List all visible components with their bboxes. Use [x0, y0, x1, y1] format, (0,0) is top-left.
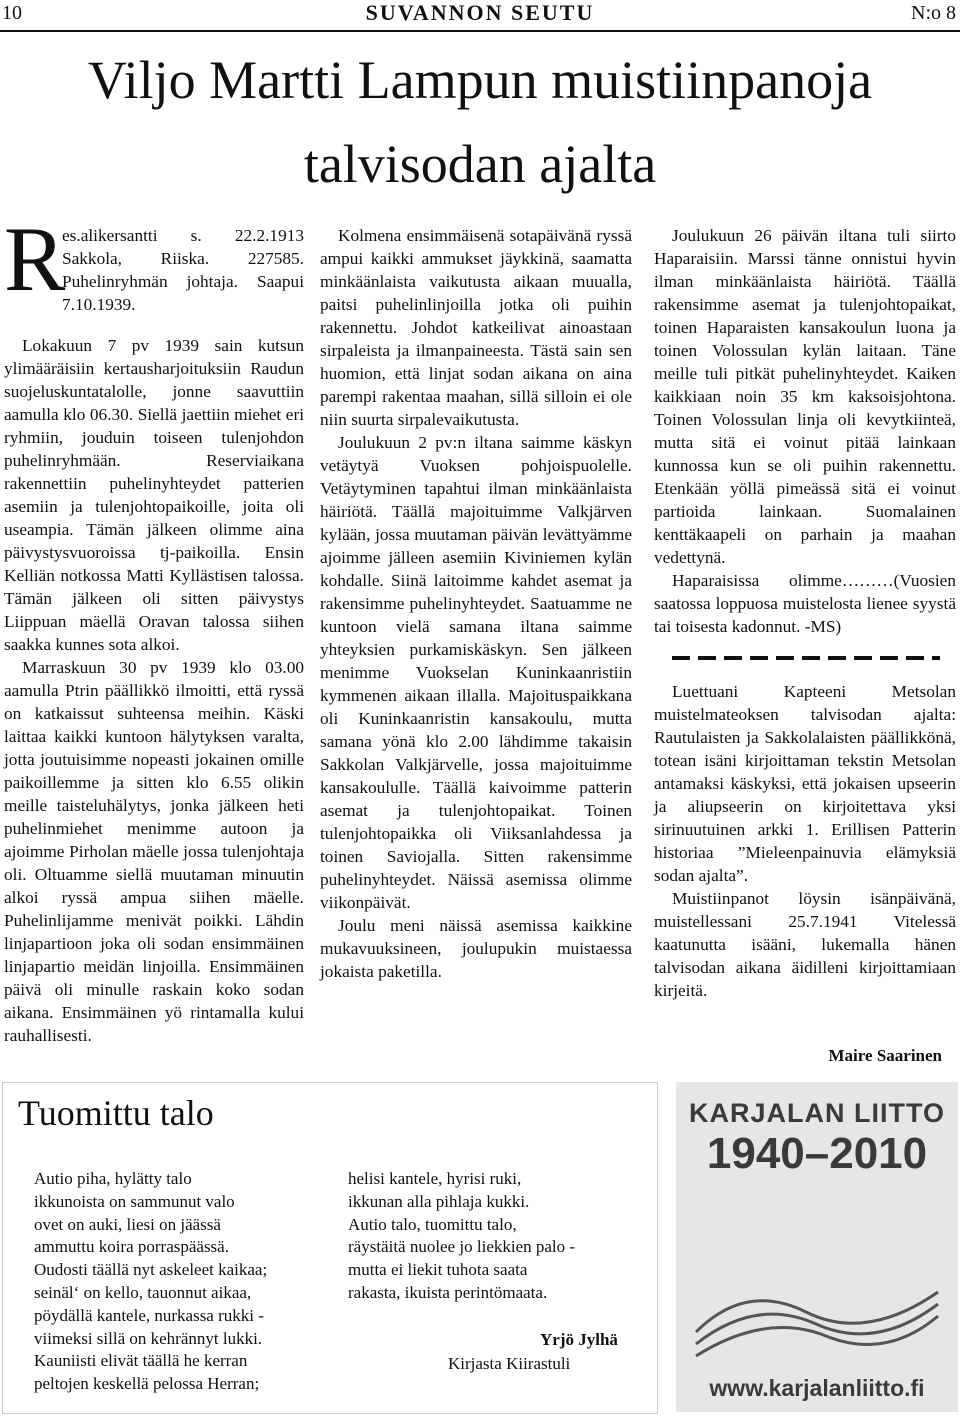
poem-line: helisi kantele, hyrisi ruki, [348, 1169, 522, 1188]
note-paragraph: Luettuani Kapteeni Metsolan muistelmateoksen talvisodan ajalta: Rautulaisten ja Sakkolalaisten päällikkönä, totean isäni kirjoittaman tekstin Metsolan antamaksi käskyksi, että jokaisen upseerin ja aliupseerin on kirjoitettava yksi sirinuutuinen arkki 1. Erillisen Patterin historiaa ”Mieleenpainuvia elämyksiä sodan ajalta”. [654, 682, 956, 885]
article-paragraph: Joulukuun 2 pv:n iltana saimme käskyn vetäytyä Vuoksen pohjoispuolelle. Vetäytyminen tapahtui ilman minkäänlaista häiriötä. Täällä majoituimme Valkjärven kylään, jossa muutaman päivän levättyämme ajoimme jälleen asemiin Kiviniemen kylän kohdalle. Siinä laitoimme kahdet asemat ja rakensimme puhelinyhteydet. Saatuamme ne kuntoon vielä samana iltana saimme yhteyksien purkamiskäskyn. Sen jälkeen menimme Vuokselan Kuninkaanristiin kymmenen aikaan illalla. Majoituspaikkana oli Kuninkaanristin kansakoulu, mutta samana yönä klo 2.00 lähdimme takaisin Sakkolan Valkjärvelle, jossa majoituimme kansakoululle. Täällä kaivoimme patterin asemat ja tulenjohtopaikat. Toinen tulenjohtopaikka oli Viiksanlahdessa ja toinen Saviojalla. Sitten rakensimme puhelinyhteydet. Näissä asemissa olimme viikonpäivät. [320, 433, 632, 912]
ad-url: www.karjalanliitto.fi [709, 1375, 925, 1401]
poem-line: seinäl‘ on kello, tauonnut aikaa, [34, 1282, 252, 1302]
poem-line: viimeksi sillä on kehrännyt lukki. [34, 1328, 263, 1348]
poem-line: mutta ei liekit tuhota saata [348, 1260, 528, 1280]
poem-stanza-1 [34, 1168, 267, 1396]
karjalan-liitto-ad [676, 1082, 958, 1412]
page-number: 10 [2, 2, 22, 24]
article-column-1 [4, 224, 304, 1047]
article-title-line2: talvisodan ajalta [303, 134, 657, 194]
article-title-line1: Viljo Martti Lampun muistiinpanoja [87, 50, 873, 110]
poem-source: Kirjasta Kiirastuli [448, 1354, 571, 1373]
poem-line: pöydällä kantele, nurkassa rukki - [34, 1305, 264, 1325]
newspaper-name: SUVANNON SEUTU [365, 0, 595, 25]
article-note [654, 680, 956, 1002]
article-column-3 [654, 224, 956, 638]
poem-line: Autio piha, hylätty talo [34, 1169, 192, 1188]
poem-line: Oudosti täällä nyt askeleet kaikaa; [34, 1260, 268, 1280]
article-paragraph: Marraskuun 30 pv 1939 klo 03.00 aamulla Ptrin päällikkö ilmoitti, että ryssä on katkaissut suhteensa meihin. Käski laittaa kaikki kuntoon hälytyksen varalta, jotta joutuisimme nopeasti jokainen omille paikoillemme ja sitten klo 6.55 olikin meille taisteluhälytys, jonka jälkeen heti puhelinmiehet menimme autoon ja ajoimme Pirholan mäelle jossa tulenjohtaja oli. Oltuamme siellä muutaman minuutin alkoi ryssä ampua siihen mäelle. Puhelinlijamme menivät poikki. Lähdin linjapartioon joka oli sodan ensimmäinen linjapartio meidän linjoilla. Ensimmäinen päivä oli minulle raskain koko sodan aikana. Ensimmäinen yö rintamalla kului rauhallisesti. [4, 658, 304, 1045]
poem-line: ammuttu koira porraspäässä. [34, 1237, 229, 1257]
ad-years: 1940–2010 [706, 1129, 928, 1178]
article-paragraph: Haparaisissa olimme………(Vuosien saatossa loppuosa muistelosta lienee syystä tai toisesta kadonnut. -MS) [654, 571, 956, 636]
issue-number: N:o 8 [911, 2, 956, 24]
article-paragraph: Lokakuun 7 pv 1939 sain kutsun ylimääräisiin kertausharjoituksiin Raudun suojeluskuntatalolle, jonne saavuttiin aamulla klo 06.30. Siellä jaettiin miehet eri ryhmiin, jouduin toiseen tulenjohdon puhelinryhmään. Reserviaikana rakennettiin puhelinyhteydet patterien asemiin ja tulenjohtopaikoille, joita oli useampia. Tämän jälkeen olimme aina päivystysvuoroissa tj-paikoilla. Ensin Kelliän notkossa Matti Kyllästisen talossa. Tämän jälkeen oli sitten päivystys Liippuan mäellä Oravan talossa siihen saakka kunnes sota alkoi. [4, 336, 304, 654]
poem-line: ikkunoista on sammunut valo [34, 1191, 235, 1211]
article-paragraph: Joulukuun 26 päivän iltana tuli siirto Haparaisiin. Marssi tänne onnistui hyvin ilman minkäänlaista häiriötä. Täällä rakensimme asemat ja tulenjohtopaikat, toinen Haparaisten kansakoulun luona ja toinen Volossulan kylän laitaan. Täne meille tuli pitkät puhelinyhteydet. Kaiken kaikkiaan noin 35 km kaksoisjohtona. Toinen Volossulan linja oli kevytkiinteä, mutta sitä ei voinut pitää lainkaan kunnossa kun se oli puihin rakennettu. Etenkään yöllä pimeässä sitä ei voinut partioida lainkaan. Suomalainen kenttäkaapeli on parhain ja maahan vedettynä. [654, 226, 956, 567]
poem-title: Tuomittu talo [18, 1093, 214, 1133]
dashed-separator [672, 656, 940, 660]
article-signature: Maire Saarinen [828, 1046, 942, 1065]
poem-author: Yrjö Jylhä [540, 1330, 618, 1349]
article-paragraph: Kolmena ensimmäisenä sotapäivänä ryssä ampui kaikki ammukset jäykkinä, saamatta minkäänlaista vaikutusta aikaan muualla, paitsi puhelinlinjoilla jotka oli puihin rakennettu. Johdot katkeilivat ainoastaan sirpaleista ja ilmanpaineesta. Tästä sain sen huomion, että linjat sodan aikana on aina parempi rakentaa maahan, sillä silloin ei ole niin suurta sirpalevaikutusta. [320, 226, 632, 429]
poem-line: peltojen keskellä pelossa Herran; [34, 1374, 260, 1394]
poem-line: räystäitä nuolee jo liekkien palo - [348, 1237, 576, 1257]
poem-stanza-2 [348, 1168, 575, 1305]
poem-line: rakasta, ikuista perintömaata. [348, 1282, 548, 1302]
article-intro: es.alikersantti s. 22.2.1913 Sakkola, Riiska. 227585. Puhelinryhmän johtaja. Saapui 7.10.1939. [62, 226, 304, 314]
poem-line: ovet on auki, liesi on jäässä [34, 1214, 221, 1234]
article-paragraph: Joulu meni näissä asemissa kaikkine mukavuuksineen, joulupukin muistaessa jokaista paketilla. [320, 916, 632, 981]
article-column-2 [320, 224, 632, 983]
header-divider [0, 30, 960, 32]
poem-line: Autio talo, tuomittu talo, [348, 1214, 517, 1234]
poem-line: ikkunan alla pihlaja kukki. [348, 1191, 530, 1211]
ad-org-name: KARJALAN LIITTO [689, 1098, 945, 1128]
dropcap-letter: R [4, 208, 66, 310]
poem-line: Kauniisti elivät täällä he kerran [34, 1351, 248, 1371]
note-paragraph: Muistiinpanot löysin isänpäivänä, muistellessani 25.7.1941 Vitelessä kaatunutta isääni, lukemalla hänen talvisodan aikana äidilleni kirjoittamiaan kirjeitä. [654, 889, 956, 1000]
